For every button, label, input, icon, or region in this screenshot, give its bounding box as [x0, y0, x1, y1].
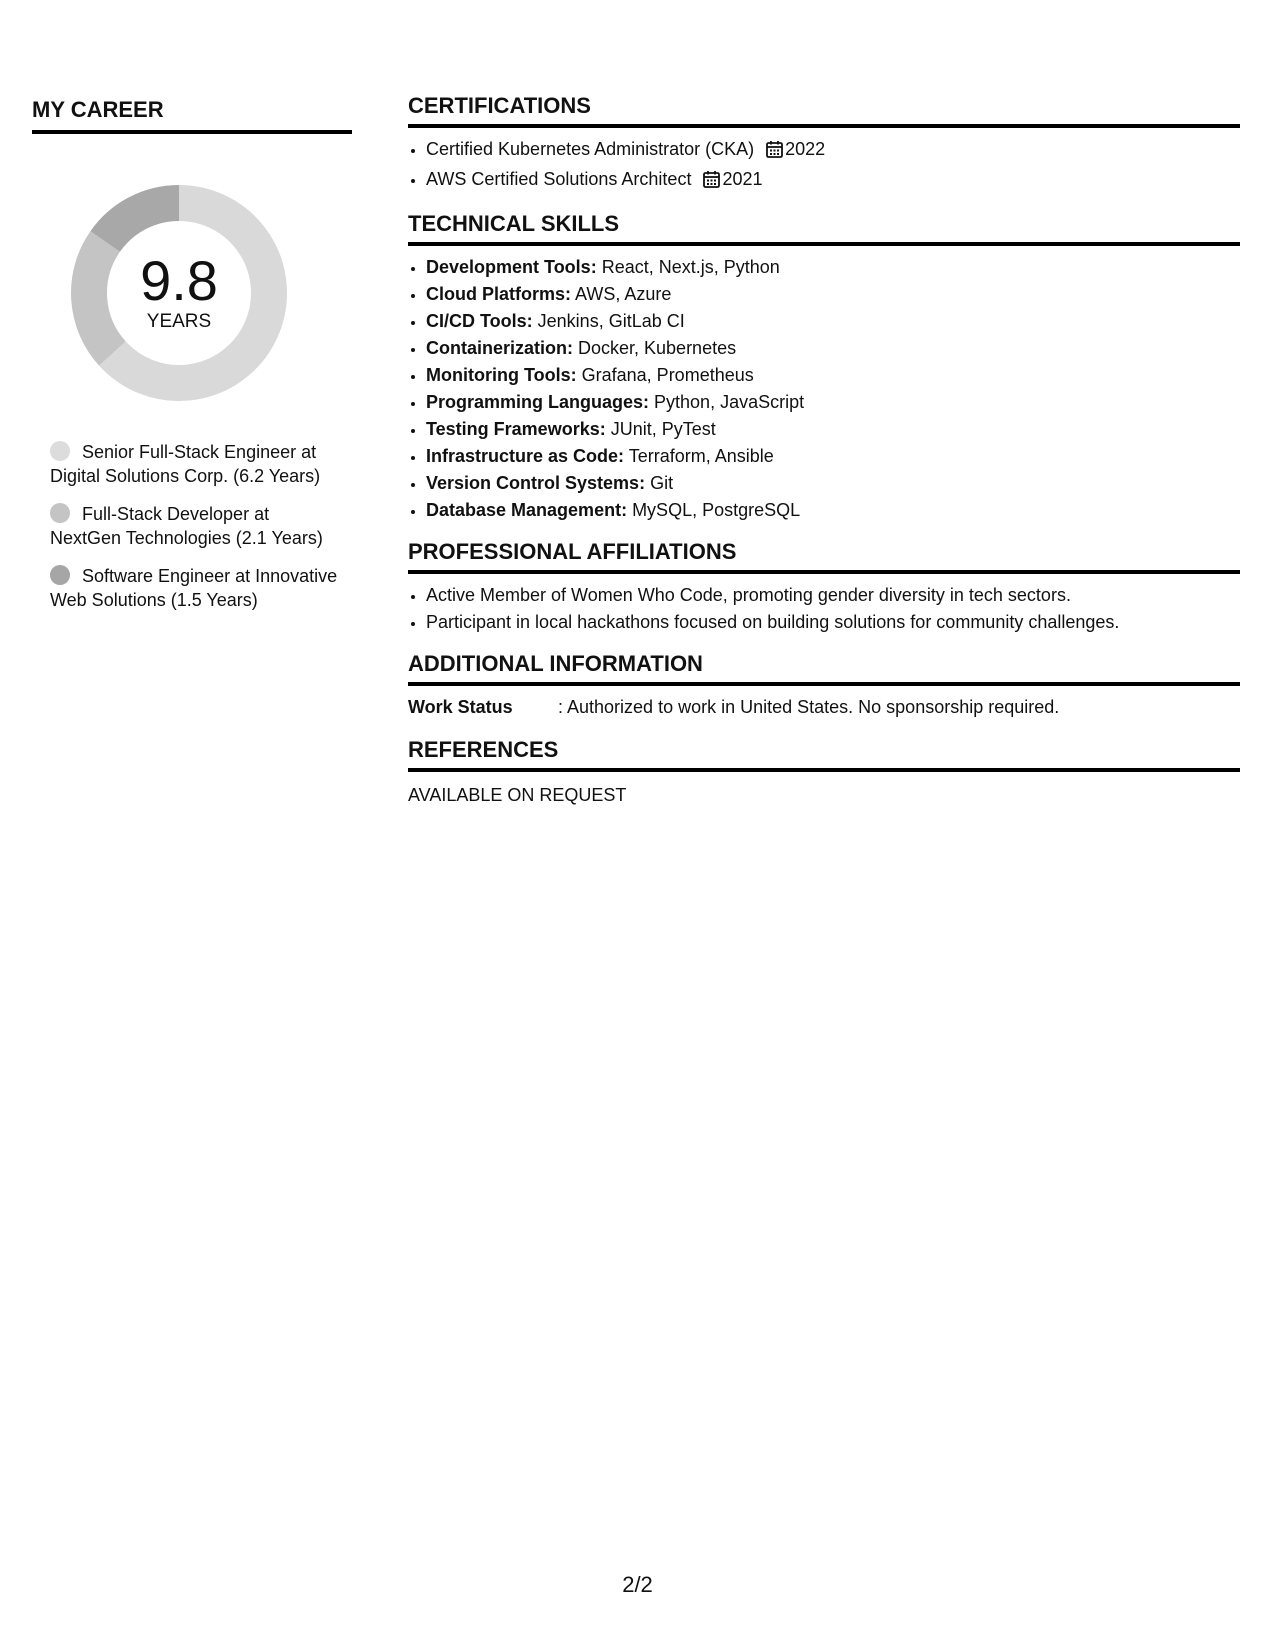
work-status-row: [408, 694, 1240, 720]
skill-category: Containerization:: [426, 338, 573, 358]
legend-text: Full-Stack Developer at NextGen Technologies (2.1 Years): [50, 504, 323, 548]
skill-category: Infrastructure as Code:: [426, 446, 625, 466]
skill-values: Git: [645, 473, 674, 493]
total-years-value: 9.8: [140, 249, 218, 312]
skill-category: Development Tools:: [426, 257, 597, 277]
affiliation-item: • Participant in local hackathons focused on building solutions for community challenges.: [426, 609, 1240, 636]
total-years-unit: YEARS: [146, 311, 212, 332]
career-donut-chart: [64, 178, 294, 408]
certifications-title: CERTIFICATIONS: [408, 92, 1240, 128]
affiliations-list: [408, 582, 1240, 636]
career-legend: [50, 440, 340, 612]
certification-name: Certified Kubernetes Administrator (CKA): [426, 139, 755, 159]
skill-category: Cloud Platforms:: [426, 284, 572, 304]
skill-values: AWS, Azure: [571, 284, 672, 304]
skill-category: Testing Frameworks:: [426, 419, 606, 439]
skill-values: Jenkins, GitLab CI: [532, 311, 685, 331]
skill-item: [426, 362, 1240, 389]
work-status-label: Work Status: [408, 697, 513, 717]
skills-list: [408, 254, 1240, 524]
skill-values: Grafana, Prometheus: [576, 365, 754, 385]
career-title: MY CAREER: [32, 96, 352, 134]
skill-values: Docker, Kubernetes: [573, 338, 737, 358]
skill-item: [426, 470, 1240, 497]
skill-values: JUnit, PyTest: [605, 419, 716, 439]
work-status-value: : Authorized to work in United States. No sponsorship required.: [558, 697, 1060, 717]
legend-item: [50, 564, 340, 612]
calendar-icon: [703, 169, 720, 196]
skill-item: [426, 497, 1240, 524]
references-text: AVAILABLE ON REQUEST: [408, 785, 627, 805]
skill-category: Monitoring Tools:: [426, 365, 577, 385]
certification-item: [426, 136, 1240, 166]
calendar-icon: [766, 139, 783, 166]
legend-text: Senior Full-Stack Engineer at Digital Solutions Corp. (6.2 Years): [50, 442, 321, 486]
skill-values: Terraform, Ansible: [624, 446, 774, 466]
page-number: 2/2: [622, 1572, 653, 1597]
certifications-list: [408, 136, 1240, 196]
references-title: REFERENCES: [408, 736, 1240, 772]
legend-item: [50, 502, 340, 550]
skill-item: [426, 389, 1240, 416]
main-column: [408, 92, 1240, 808]
affiliations-title: PROFESSIONAL AFFILIATIONS: [408, 538, 1240, 574]
skill-item: [426, 308, 1240, 335]
career-column: [32, 96, 352, 626]
legend-item: [50, 440, 340, 488]
skill-item: [426, 443, 1240, 470]
skill-category: Version Control Systems:: [426, 473, 646, 493]
skills-title: TECHNICAL SKILLS: [408, 210, 1240, 246]
skill-values: Python, JavaScript: [649, 392, 805, 412]
skill-item: [426, 254, 1240, 281]
skill-item: [426, 281, 1240, 308]
certification-year: 2021: [722, 169, 763, 189]
skill-values: MySQL, PostgreSQL: [627, 500, 801, 520]
skill-item: [426, 335, 1240, 362]
certification-item: [426, 166, 1240, 196]
skill-category: CI/CD Tools:: [426, 311, 533, 331]
legend-swatch: [50, 565, 70, 585]
skill-category: Database Management:: [426, 500, 628, 520]
legend-swatch: [50, 441, 70, 461]
legend-swatch: [50, 503, 70, 523]
certification-name: AWS Certified Solutions Architect: [426, 169, 692, 189]
legend-text: Software Engineer at Innovative Web Solutions (1.5 Years): [50, 566, 338, 610]
skill-item: [426, 416, 1240, 443]
additional-info-title: ADDITIONAL INFORMATION: [408, 650, 1240, 686]
donut-center: [64, 178, 294, 408]
certification-year: 2022: [785, 139, 826, 159]
affiliation-item: • Active Member of Women Who Code, promoting gender diversity in tech sectors.: [426, 582, 1240, 609]
skill-category: Programming Languages:: [426, 392, 650, 412]
skill-values: React, Next.js, Python: [596, 257, 780, 277]
